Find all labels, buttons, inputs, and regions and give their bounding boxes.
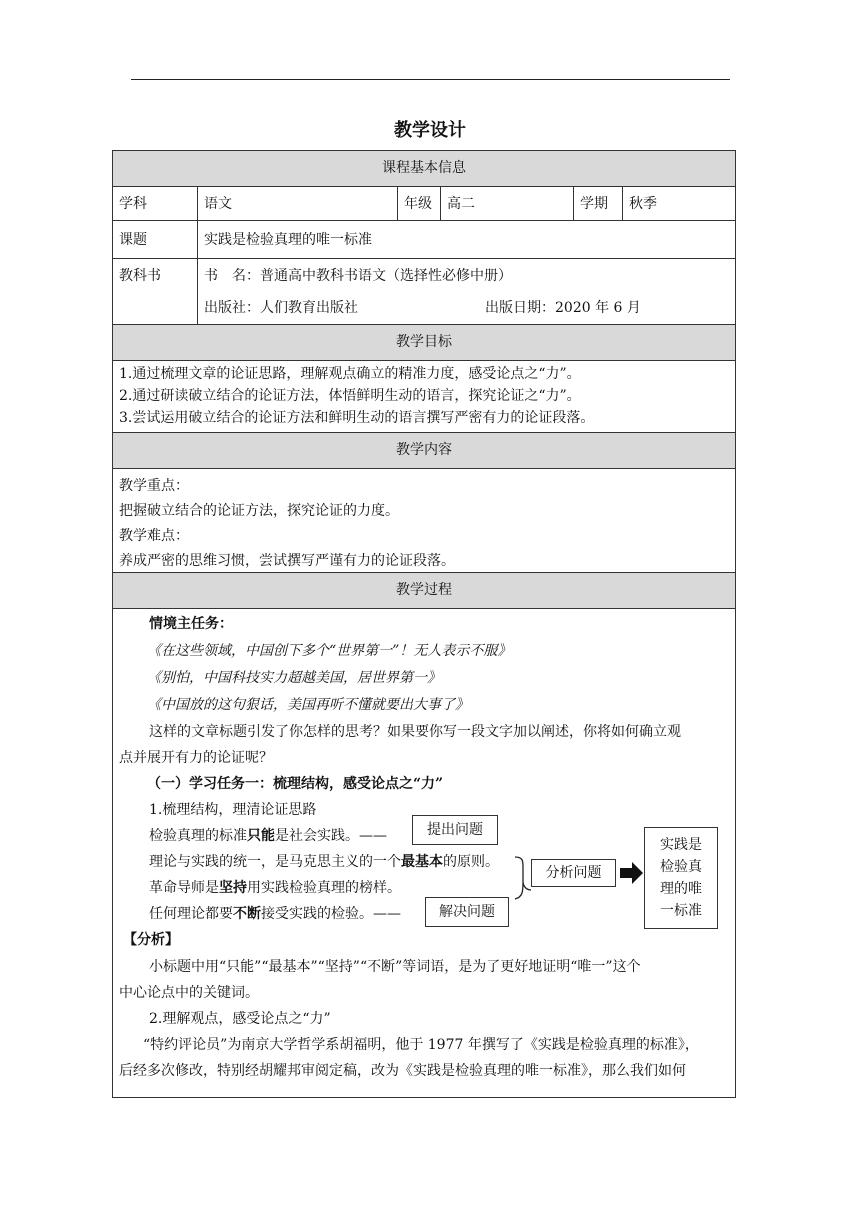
header-rule	[131, 79, 730, 80]
textbook-label: 教科书	[119, 268, 161, 284]
objectives-header-label: 教学目标	[396, 334, 452, 350]
textbook-name: 书 名：普通高中教科书语文（选择性必修中册）	[204, 268, 512, 284]
subject-value: 语文	[197, 187, 397, 220]
topic-label: 课题	[119, 232, 147, 248]
objective-item: 1.通过梳理文章的论证思路，理解观点确立的精准力度，感受论点之“力”。	[119, 366, 581, 382]
structure-text: 是社会实践。——	[275, 828, 387, 844]
question-text-line: 点并展开有力的论证呢？	[119, 750, 273, 766]
step1-title: 1.梳理结构，理清论证思路	[149, 802, 317, 818]
basic-info-header	[113, 151, 735, 187]
analysis-text-line: 小标题中用“只能”“最基本”“坚持”“不断”等词语，是为了更好地证明“唯一”这个	[149, 959, 641, 975]
question-text-line: 这样的文章标题引发了你怎样的思考？如果要你写一段文字加以阐述，你将如何确立观	[149, 724, 681, 740]
scenario-title: 情境主任务：	[149, 616, 233, 632]
structure-keyword: 不断	[233, 906, 261, 922]
content-header-label: 教学内容	[396, 442, 452, 458]
objectives-header	[113, 325, 735, 361]
structure-text: 检验真理的标准	[149, 828, 247, 844]
basic-info-header-label: 课程基本信息	[382, 160, 466, 176]
key-point-text: 把握破立结合的论证方法，探究论证的力度。	[119, 503, 399, 519]
lesson-design-table	[112, 150, 736, 1098]
structure-text: 接受实践的检验。——	[261, 906, 401, 922]
headline-item: 《在这些领域，中国创下多个“世界第一”！无人表示不服》	[147, 643, 512, 659]
grade-value: 高二	[440, 187, 573, 220]
step2-title: 2.理解观点，感受论点之“力”	[149, 1011, 331, 1027]
structure-text: 理论与实践的统一，是马克思主义的一个	[149, 854, 401, 870]
grade-label: 年级	[397, 187, 440, 220]
structure-keyword: 只能	[247, 828, 275, 844]
structure-line-1	[149, 825, 387, 845]
structure-text: 用实践检验真理的榜样。	[247, 880, 401, 896]
structure-text: 的原则。	[443, 854, 499, 870]
process-header-label: 教学过程	[396, 582, 452, 598]
conclusion-line: 实践是	[660, 837, 702, 853]
headline-item: 《别怕，中国科技实力超越美国，居世界第一》	[147, 670, 441, 686]
difficult-point-text: 养成严密的思维习惯，尝试撰写严谨有力的论证段落。	[119, 553, 455, 569]
topic-value: 实践是检验真理的唯一标准	[197, 221, 735, 258]
textbook-info	[197, 259, 735, 324]
structure-keyword: 最基本	[401, 854, 443, 870]
objectives-body	[113, 361, 735, 433]
solve-question-box: 解决问题	[425, 897, 509, 927]
textbook-row	[113, 259, 735, 325]
process-body	[113, 609, 735, 1097]
arrow-right-icon	[620, 862, 643, 884]
textbook-publisher: 出版社：人们教育出版社	[204, 300, 358, 316]
structure-line-2	[149, 851, 499, 871]
objective-item: 2.通过研读破立结合的论证方法，体悟鲜明生动的语言，探究论证之“力”。	[119, 388, 581, 404]
key-point-label: 教学重点：	[119, 478, 189, 494]
structure-keyword: 坚持	[219, 880, 247, 896]
paragraph-line: 后经多次修改，特别经胡耀邦审阅定稿，改为《实践是检验真理的唯一标准》，那么我们如何	[119, 1063, 686, 1079]
content-header	[113, 433, 735, 469]
structure-line-4	[149, 903, 401, 923]
task1-title: （一）学习任务一：梳理结构，感受论点之“力”	[147, 776, 444, 792]
process-header	[113, 573, 735, 609]
analysis-label: 【分析】	[123, 932, 179, 948]
topic-row	[113, 221, 735, 259]
bracket-icon	[515, 857, 531, 899]
content-body	[113, 469, 735, 573]
raise-question-box: 提出问题	[412, 815, 498, 845]
subject-row	[113, 187, 735, 221]
headline-item: 《中国放的这句狠话，美国再听不懂就要出大事了》	[147, 697, 469, 713]
structure-text: 任何理论都要	[149, 906, 233, 922]
conclusion-line: 检验真	[660, 859, 702, 875]
textbook-pub-date: 出版日期：2020 年 6 月	[485, 300, 641, 316]
conclusion-line: 一标准	[660, 903, 702, 919]
subject-label: 学科	[119, 196, 147, 212]
objective-item: 3.尝试运用破立结合的论证方法和鲜明生动的语言撰写严密有力的论证段落。	[119, 410, 595, 426]
page-title: 教学设计	[394, 120, 466, 141]
conclusion-line: 理的唯	[660, 881, 702, 897]
difficult-point-label: 教学难点：	[119, 528, 189, 544]
term-value: 秋季	[622, 187, 735, 220]
structure-line-3	[149, 877, 401, 897]
term-label: 学期	[573, 187, 622, 220]
structure-text: 革命导师是	[149, 880, 219, 896]
paragraph-line: “特约评论员”为南京大学哲学系胡福明，他于 1977 年撰写了《实践是检验真理的标准》，	[143, 1037, 699, 1053]
analyze-question-box: 分析问题	[531, 859, 616, 887]
analysis-text-line: 中心论点中的关键词。	[119, 985, 259, 1001]
conclusion-box	[644, 827, 718, 929]
